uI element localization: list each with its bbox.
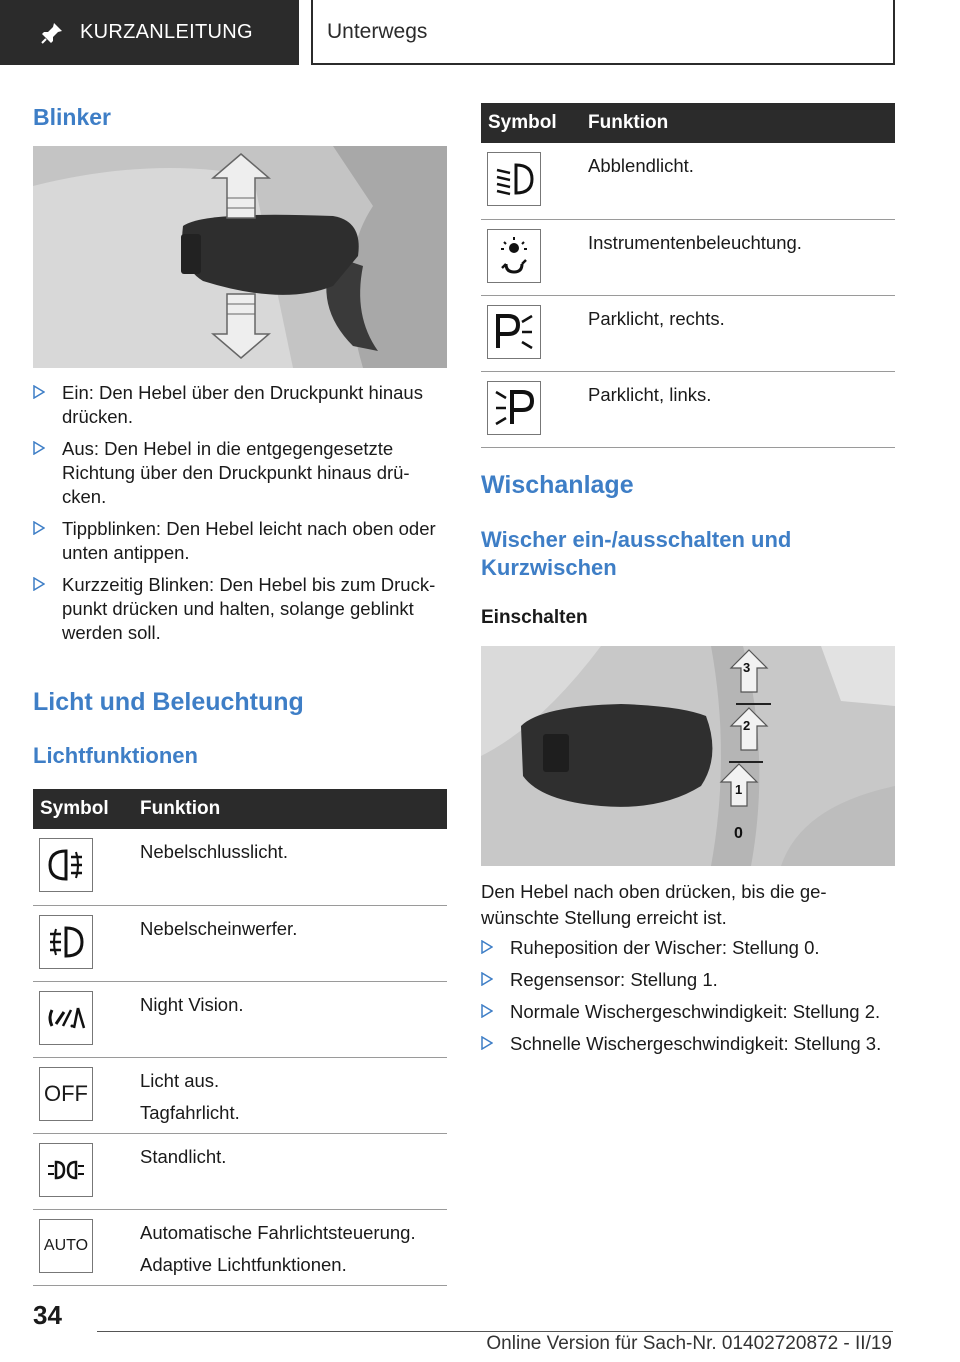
light-functions-table-left (33, 789, 447, 1286)
table-row (481, 371, 895, 447)
licht-subtitle: Lichtfunktionen (33, 743, 198, 768)
column-header-function: Funktion (140, 789, 447, 829)
bullet-text: Aus: Den Hebel in die entgegengesetzte Richtung über den Druckpunkt hinaus drü-cken. (62, 438, 410, 507)
low-beam-icon (487, 152, 541, 206)
fog-front-light-icon (39, 915, 93, 969)
table-row (33, 829, 447, 905)
triangle-bullet-icon (481, 972, 493, 986)
wischanlage-bullet-list (481, 936, 895, 1064)
function-text: Night Vision. (140, 993, 244, 1015)
bullet-text: Ein: Den Hebel über den Druckpunkt hinaus drücken. (62, 382, 423, 427)
table-row (33, 1133, 447, 1209)
table-row (33, 981, 447, 1057)
wischanlage-paragraph: Den Hebel nach oben drücken, bis die ge-wünschte Stellung erreicht ist. (481, 881, 827, 928)
list-item (33, 437, 447, 509)
wiper-lever-image (481, 646, 895, 866)
off-icon-label: OFF (44, 1080, 88, 1106)
bullet-text: Ruheposition der Wischer: Stellung 0. (510, 937, 820, 958)
function-text: Adaptive Lichtfunktionen. (140, 1253, 347, 1275)
function-text: Automatische Fahrlichtsteuerung. (140, 1221, 416, 1243)
parking-light-icon (39, 1143, 93, 1197)
wischanlage-title: Wischanlage (481, 471, 634, 499)
bullet-text: Regensensor: Stellung 1. (510, 969, 718, 990)
fog-rear-light-icon (39, 838, 93, 892)
wischanlage-subtitle: Wischer ein-/ausschalten und Kurzwischen (481, 527, 792, 580)
blinker-lever-image (33, 146, 447, 368)
stellung-2-label: 2 (743, 718, 751, 733)
bullet-text: Schnelle Wischergeschwindigkeit: Stellung 3. (510, 1033, 882, 1054)
function-text: Tagfahrlicht. (140, 1101, 240, 1123)
table-row (33, 1209, 447, 1285)
triangle-bullet-icon (33, 385, 45, 399)
parking-light-left-icon (487, 381, 541, 435)
table-row (481, 219, 895, 295)
einschalten-heading: Einschalten (481, 607, 588, 628)
triangle-bullet-icon (33, 441, 45, 455)
column-header-symbol: Symbol (481, 103, 588, 143)
list-item (481, 936, 895, 960)
triangle-bullet-icon (33, 521, 45, 535)
stellung-1-label: 1 (735, 782, 743, 797)
table-row (33, 905, 447, 981)
list-item (33, 381, 447, 429)
light-functions-table-right (481, 103, 895, 448)
triangle-bullet-icon (481, 1036, 493, 1050)
stellung-3-label: 3 (743, 660, 751, 675)
header-chapter-label: Unterwegs (327, 19, 428, 43)
triangle-bullet-icon (33, 577, 45, 591)
blinker-title: Blinker (33, 104, 111, 130)
bullet-text: Tippblinken: Den Hebel leicht nach oben oder unten antippen. (62, 518, 436, 563)
function-text: Nebelschlusslicht. (140, 841, 289, 862)
header-section-tab[interactable] (0, 0, 299, 65)
function-text: Standlicht. (140, 1145, 227, 1167)
list-item (481, 968, 895, 992)
page-number: 34 (33, 1300, 62, 1330)
auto-icon-label: AUTO (43, 1236, 89, 1254)
function-text: Licht aus. (140, 1069, 220, 1091)
function-text: Abblendlicht. (588, 155, 694, 176)
list-item (481, 1000, 895, 1024)
table-row (33, 1057, 447, 1133)
list-item (481, 1032, 895, 1056)
table-row (481, 295, 895, 371)
bullet-text: Kurzzeitig Blinken: Den Hebel bis zum Druck-punkt drücken und halten, solange geblinkt werden soll. (62, 574, 436, 643)
function-text: Parklicht, rechts. (588, 307, 725, 329)
pin-icon (40, 20, 66, 46)
function-text: Nebelscheinwerfer. (140, 917, 298, 939)
stellung-0-label: 0 (734, 825, 743, 842)
off-icon (39, 1067, 93, 1121)
footer-text: Online Version für Sach-Nr. 01402720872 - II/19 (486, 1333, 892, 1354)
column-header-function: Funktion (588, 103, 895, 143)
blinker-bullet-list (33, 381, 447, 653)
parking-light-right-icon (487, 305, 541, 359)
triangle-bullet-icon (481, 1004, 493, 1018)
table-row (481, 143, 895, 219)
list-item (33, 573, 447, 645)
function-text: Parklicht, links. (588, 383, 712, 405)
auto-light-icon (39, 1219, 93, 1273)
list-item (33, 517, 447, 565)
header-section-label: KURZANLEITUNG (80, 21, 253, 43)
licht-title: Licht und Beleuchtung (33, 688, 304, 716)
bullet-text: Normale Wischergeschwindigkeit: Stellung 2. (510, 1001, 881, 1022)
function-text: Instrumentenbeleuchtung. (588, 231, 802, 253)
instrument-lighting-icon (487, 229, 541, 283)
triangle-bullet-icon (481, 940, 493, 954)
column-header-symbol: Symbol (33, 789, 140, 829)
header-chapter (311, 0, 895, 65)
footer-divider (97, 1331, 893, 1332)
night-vision-icon (39, 991, 93, 1045)
